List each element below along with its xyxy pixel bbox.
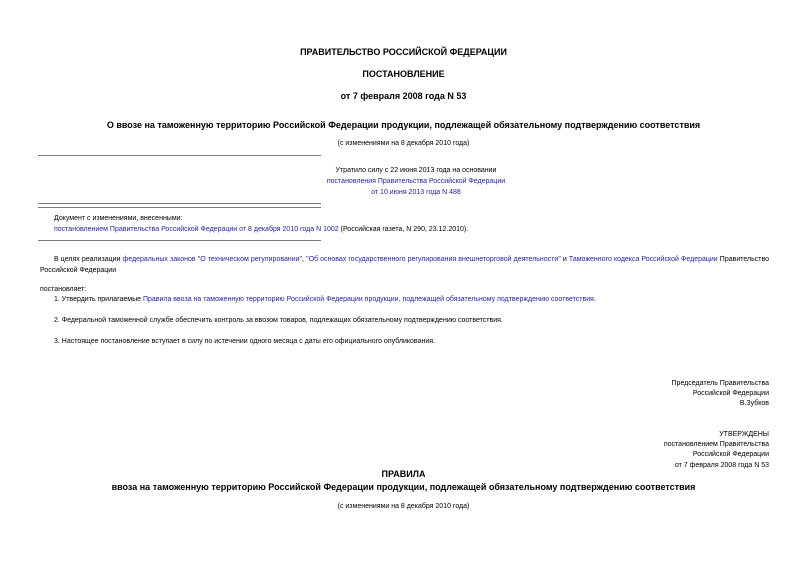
rules-amendment-note: (с изменениями на 8 декабря 2010 года) [337,503,470,510]
amendment-resolution-link[interactable]: постановлением Правительства Российской Федерации от 8 декабря 2010 года N 1002 [54,226,339,233]
federal-laws-link[interactable]: федеральных законов "О техническом регулировании" [122,256,303,263]
preamble-separator: и [560,256,569,263]
expired-note: Утратило силу с 22 июня 2013 года на основании [335,167,497,174]
rules-link[interactable]: Правила ввоза на таможенную территорию Российской Федерации продукции, подлежащей обязательному подтверждению соответствия [142,296,594,303]
preamble-text: Правительство Российской Федерации [40,256,770,274]
amendments-line [54,226,468,233]
signature-name: В.Зубков [739,400,769,407]
approved-org: Российской Федерации [692,451,769,458]
item-1-text: 1. Утвердить прилагаемые [54,296,143,303]
expired-resolution-link[interactable]: постановления Правительства Российской Федерации [326,178,506,185]
item-1-end: . [593,296,596,303]
resolves-label: постановляет: [40,286,87,293]
divider [38,207,321,208]
government-heading: ПРАВИТЕЛЬСТВО РОССИЙСКОЙ ФЕДЕРАЦИИ [300,47,507,57]
amendments-intro: Документ с изменениями, внесенными: [54,215,183,222]
divider [38,155,321,156]
approved-date: от 7 февраля 2008 года N 53 [674,462,769,469]
item-1 [54,296,596,303]
preamble-text: В целях реализации [54,256,123,263]
document-type: ПОСТАНОВЛЕНИЕ [362,69,445,79]
amendment-note: (с изменениями на 8 декабря 2010 года) [337,140,470,147]
approved-by: постановлением Правительства [663,441,769,448]
signature-title: Председатель Правительства [671,380,769,387]
item-2: 2. Федеральной таможенной службе обеспечить контроль за ввозом товаров, подлежащих обязательному подтверждению соответствия. [54,317,503,324]
foreign-trade-law-link[interactable]: "Об основах государственного регулирования внешнеторговой деятельности" [306,256,561,263]
preamble-separator: , [302,256,307,263]
divider [38,203,321,204]
document-date: от 7 февраля 2008 года N 53 [340,91,467,101]
document-title: О ввозе на таможенную территорию Российской Федерации продукции, подлежащей обязательному подтверждению соответствия [106,120,701,130]
approved-heading: УТВЕРЖДЕНЫ [719,431,769,438]
rules-subtitle: ввоза на таможенную территорию Российской Федерации продукции, подлежащей обязательному подтверждению соответствия [111,482,696,492]
expired-resolution-date-link[interactable]: от 10 июня 2013 года N 488 [371,189,461,196]
customs-code-link[interactable]: Таможенного кодекса Российской Федерации [568,256,718,263]
rules-title: ПРАВИЛА [381,469,426,479]
signature-org: Российской Федерации [692,390,769,397]
item-3: 3. Настоящее постановление вступает в силу по истечении одного месяца с даты его официального опубликования. [54,338,435,345]
amendment-source: (Российская газета, N 290, 23.12.2010). [338,226,469,233]
divider [38,240,321,241]
preamble-paragraph [40,254,769,276]
